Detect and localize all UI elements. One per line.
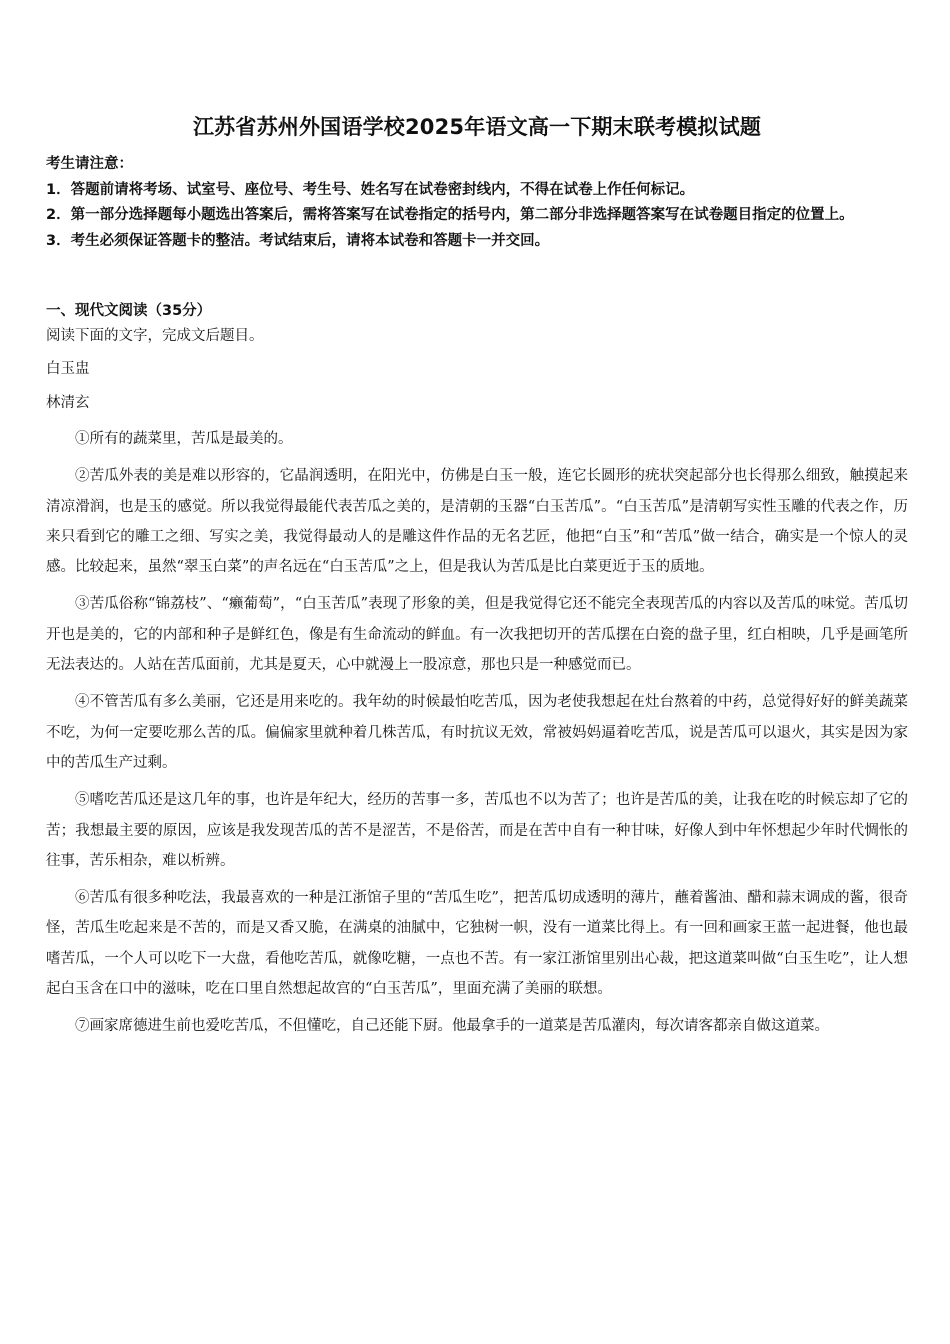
paragraph-6: ⑥苦瓜有很多种吃法，我最喜欢的一种是江浙馆子里的“苦瓜生吃”，把苦瓜切成透明的薄片，蘸着酱油、醋和蒜末调成的酱，很奇怪，苦瓜生吃起来是不苦的，而是又香又脆，在满桌的油腻中，它独树一帜，没有一道菜比得上。有一回和画家王蓝一起进餐，他也最嗜苦瓜，一个人可以吃下一大盘，看他吃苦瓜，就像吃糖，一点也不苦。有一家江浙馆里别出心裁，把这道菜叫做“白玉生吃”，让人想起白玉含在口中的滋味，吃在口里自然想起故宫的“白玉苦瓜”，里面充满了美丽的联想。 — [46, 890, 908, 998]
reading-instruction: 阅读下面的文字，完成文后题目。 — [46, 328, 264, 344]
notice-block — [46, 152, 908, 254]
paragraph-2: ②苦瓜外表的美是难以形容的，它晶润透明，在阳光中，仿佛是白玉一般，连它长圆形的疣状突起部分也长得那么细致，触摸起来清凉滑润，也是玉的感觉。所以我觉得最能代表苦瓜之美的，是清朝的玉器“白玉苦瓜”。“白玉苦瓜”是清朝写实性玉雕的代表之作，历来只看到它的雕工之细、写实之美，我觉得最动人的是雕这件作品的无名艺匠，他把“白玉”和“苦瓜”做一结合，确实是一个惊人的灵感。比较起来，虽然“翠玉白菜”的声名远在“白玉苦瓜”之上，但是我认为苦瓜是比白菜更近于玉的质地。 — [46, 468, 908, 576]
essay-author: 林清玄 — [46, 395, 90, 411]
paragraph-7: ⑦画家席德进生前也爱吃苦瓜，不但懂吃，自己还能下厨。他最拿手的一道菜是苦瓜灌肉，每次请客都亲自做这道菜。 — [75, 1018, 829, 1035]
section-heading: 一、现代文阅读（35分） — [46, 303, 212, 319]
notice-item-2: 2．第一部分选择题每小题选出答案后，需将答案写在试卷指定的括号内，第二部分非选择题答案写在试卷题目指定的位置上。 — [46, 207, 854, 223]
notice-item-3: 3．考生必须保证答题卡的整洁。考试结束后，请将本试卷和答题卡一并交回。 — [46, 232, 550, 249]
paragraph-3: ③苦瓜俗称“锦荔枝”、“癞葡萄”，“白玉苦瓜”表现了形象的美，但是我觉得它还不能完全表现苦瓜的内容以及苦瓜的味觉。苦瓜切开也是美的，它的内部和种子是鲜红色，像是有生命流动的鲜血。有一次我把切开的苦瓜摆在白瓷的盘子里，红白相映，几乎是画笔所无法表达的。人站在苦瓜面前，尤其是夏天，心中就漫上一股凉意，那也只是一种感觉而已。 — [46, 596, 908, 674]
essay-body — [46, 424, 908, 1049]
essay-title: 白玉盅 — [46, 361, 90, 377]
notice-heading: 考生请注意： — [46, 156, 133, 172]
paragraph-5: ⑤嗜吃苦瓜还是这几年的事，也许是年纪大，经历的苦事一多，苦瓜也不以为苦了；也许是苦瓜的美，让我在吃的时候忘却了它的苦；我想最主要的原因，应该是我发现苦瓜的苦不是涩苦，不是俗苦，而是在苦中自有一种甘味，好像人到中年怀想起少年时代惆怅的往事，苦乐相杂，难以析辨。 — [46, 792, 908, 869]
exam-title: 江苏省苏州外国语学校2025年语文高一下期末联考模拟试题 — [192, 115, 762, 139]
paragraph-4: ④不管苦瓜有多么美丽，它还是用来吃的。我年幼的时候最怕吃苦瓜，因为老使我想起在灶台熬着的中药，总觉得好好的鲜美蔬菜不吃，为何一定要吃那么苦的瓜。偏偏家里就种着几株苦瓜，有时抗议无效，常被妈妈逼着吃苦瓜，说是苦瓜可以退火，其实是因为家中的苦瓜生产过剩。 — [46, 694, 908, 771]
notice-item-1: 1．答题前请将考场、试室号、座位号、考生号、姓名写在试卷密封线内，不得在试卷上作任何标记。 — [46, 181, 695, 198]
paragraph-1: ①所有的蔬菜里，苦瓜是最美的。 — [75, 431, 293, 447]
